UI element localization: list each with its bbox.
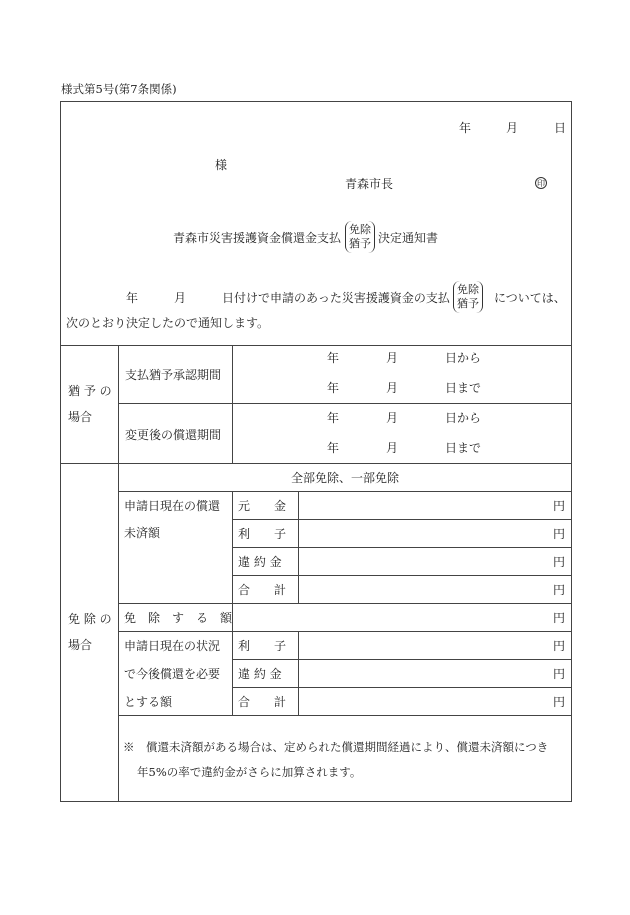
section-divider [60, 345, 572, 346]
exemption-label-line2: 場合 [68, 638, 93, 652]
item-name: 違 約 金 [238, 667, 282, 681]
period-day: 日まで [445, 381, 482, 395]
exempt-amount-label: 免 除 す る 額 [124, 611, 233, 625]
item-name: 元 金 [238, 499, 287, 513]
seal-mark-icon: 印 [537, 178, 545, 188]
item-unit: 円 [553, 583, 566, 597]
deferral-row-label: 支払猶予承認期間 [125, 368, 222, 382]
period-year: 年 [327, 351, 340, 365]
column-divider [298, 631, 299, 715]
item-unit: 円 [553, 695, 566, 709]
brace-top: 免除 [349, 223, 371, 236]
period-day: 日から [445, 351, 482, 365]
exempt-amount-unit: 円 [553, 611, 566, 625]
sender: 青森市長 [345, 177, 394, 191]
deferral-row-label: 変更後の償還期間 [125, 428, 222, 442]
row-divider [232, 659, 572, 660]
column-divider [298, 491, 299, 603]
period-month: 月 [386, 441, 399, 455]
row-divider [118, 403, 572, 404]
row-divider [118, 491, 572, 492]
brace-top: 免除 [457, 283, 479, 296]
unpaid-label-line2: 未済額 [124, 526, 161, 540]
body-after: については、 [494, 291, 566, 305]
body-mid: 日付けで申請のあった災害援護資金の支払 [222, 291, 450, 305]
item-unit: 円 [553, 555, 566, 569]
item-unit: 円 [553, 527, 566, 541]
brace-bottom: 猶予 [457, 297, 479, 310]
row-divider [118, 715, 572, 716]
section-divider [60, 463, 572, 464]
deferral-label-line2: 場合 [68, 410, 93, 424]
remaining-label-line3: とする額 [124, 695, 173, 709]
addressee-suffix: 様 [215, 158, 228, 172]
exemption-type-header: 全部免除、一部免除 [290, 471, 399, 485]
remaining-label-line1: 申請日現在の状況 [124, 639, 221, 653]
item-name: 合 計 [238, 695, 287, 709]
column-divider [232, 491, 233, 715]
item-name: 利 子 [238, 639, 287, 653]
period-year: 年 [327, 411, 340, 425]
period-day: 日まで [445, 441, 482, 455]
row-divider [232, 519, 572, 520]
body-year: 年 [126, 291, 139, 305]
item-name: 利 子 [238, 527, 287, 541]
item-unit: 円 [553, 499, 566, 513]
brace-bottom: 猶予 [349, 237, 371, 250]
row-divider [232, 547, 572, 548]
title-suffix: 決定通知書 [378, 231, 439, 245]
body-line2: 次のとおり決定したので通知します。 [66, 316, 270, 330]
row-divider [232, 687, 572, 688]
date-year: 年 [459, 121, 472, 135]
period-year: 年 [327, 381, 340, 395]
period-day: 日から [445, 411, 482, 425]
row-divider [118, 631, 572, 632]
period-month: 月 [386, 411, 399, 425]
date-month: 月 [506, 121, 519, 135]
body-month: 月 [174, 291, 187, 305]
unpaid-label-line1: 申請日現在の償還 [124, 499, 221, 513]
title-brace [345, 221, 375, 253]
column-divider [118, 345, 119, 802]
item-unit: 円 [553, 639, 566, 653]
period-month: 月 [386, 351, 399, 365]
form-number: 様式第5号(第7条関係) [61, 82, 177, 96]
remaining-label-line2: で今後償還を必要 [124, 667, 221, 681]
date-day: 日 [554, 121, 567, 135]
item-name: 合 計 [238, 583, 287, 597]
note-line1: ※ 償還未済額がある場合は、定められた償還期間経過により、償還未済額につき [123, 740, 549, 754]
period-year: 年 [327, 441, 340, 455]
title-prefix: 青森市災害援護資金償還金支払 [173, 231, 342, 245]
row-divider [232, 575, 572, 576]
item-unit: 円 [553, 667, 566, 681]
note-line2: 年5%の率で違約金がさらに加算されます。 [137, 765, 362, 779]
column-divider [232, 345, 233, 463]
deferral-label-line1: 猶 予 の [68, 384, 112, 398]
period-month: 月 [386, 381, 399, 395]
row-divider [118, 603, 572, 604]
body-brace [453, 281, 483, 313]
item-name: 違 約 金 [238, 555, 282, 569]
exemption-label-line1: 免 除 の [68, 612, 112, 626]
